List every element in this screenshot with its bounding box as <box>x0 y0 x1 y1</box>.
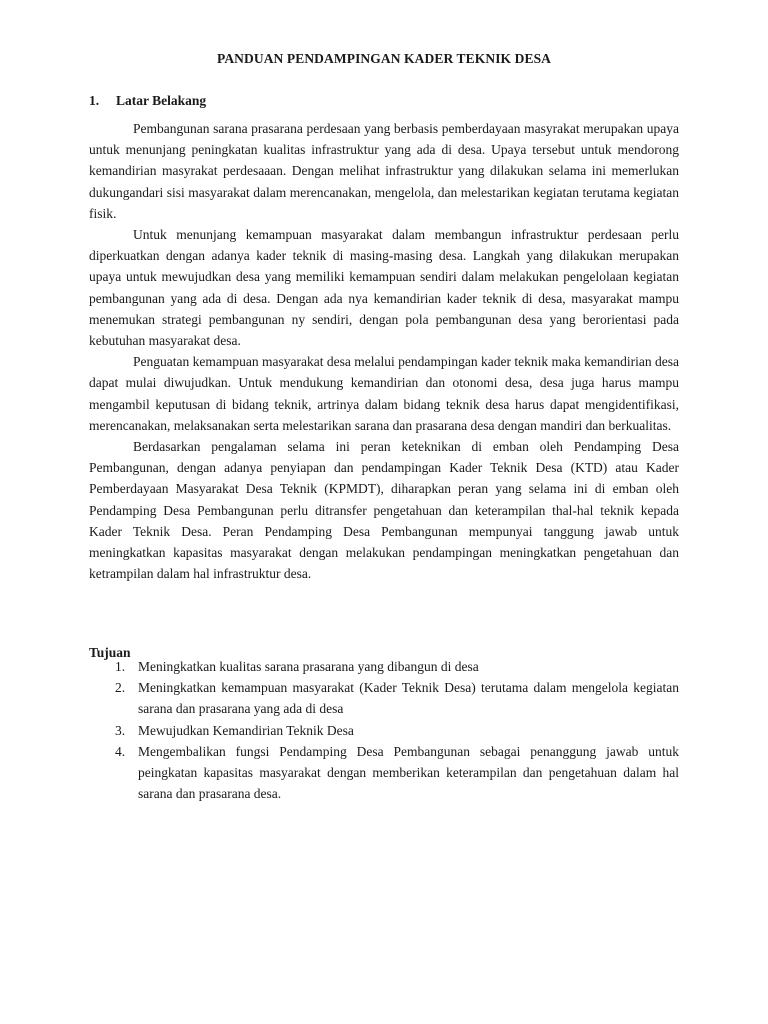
paragraph-3: Penguatan kemampuan masyarakat desa melalui pendampingan kader teknik maka kemandirian desa dapat mulai diwujudkan. Untuk mendukung kemandirian dan otonomi desa, desa juga harus mampu mengambil keputusan di bidang teknik, artrinya dalam bidang teknik desa harus dapat mengidentifikasi, merencanakan, melaksanakan serta melestarikan sarana dan prasarana desa dengan mandiri dan berkualitas. <box>89 354 679 433</box>
list-item-text: Meningkatkan kualitas sarana prasarana yang dibangun di desa <box>138 659 479 674</box>
section-title: Latar Belakang <box>116 93 207 108</box>
list-item-text: Mengembalikan fungsi Pendamping Desa Pembangunan sebagai penanggung jawab untuk peingkatan kapasitas masyarakat dengan memberikan keterampilan dan pengetahuan dalam hal sarana dan prasarana desa. <box>138 743 679 802</box>
list-item-number: 1. <box>115 659 126 674</box>
list-item-number: 2. <box>115 680 126 696</box>
paragraph-2: Untuk menunjang kemampuan masyarakat dalam membangun infrastruktur perdesaan perlu diperkuatkan dengan adanya kader teknik di masing-masing desa. Langkah yang dilakukan merupakan upaya untuk mewujudkan desa yang memiliki kemampuan sendiri dalam melakukan pengelolaan kegiatan pembangunan yang ada di desa. Dengan ada nya kemandirian kader teknik di desa, masyarakat mampu menemukan strategi pembangunan ny sendiri, dengan pola pembangunan desa yang berorientasi pada kebutuhan masyarakat desa. <box>89 227 679 349</box>
latar-belakang-body <box>89 118 679 584</box>
list-item-text: Meningkatkan kemampuan masyarakat (Kader Teknik Desa) terutama dalam mengelola kegiatan sarana dan prasarana yang ada di desa <box>138 680 679 717</box>
tujuan-heading: Tujuan <box>89 645 131 660</box>
tujuan-list <box>89 656 679 804</box>
section-number: 1. <box>89 93 100 108</box>
section-heading-latar-belakang <box>89 93 206 109</box>
paragraph-1: Pembangunan sarana prasarana perdesaan yang berbasis pemberdayaan masyrakat merupakan upaya untuk menunjang peningkatan kualitas infrastruktur yang ada di desa. Upaya tersebut untuk mendorong kemandirian masyrakat perdesaaan. Dengan melihat infrastruktur yang dilakukan selama ini memerlukan dukungandari sisi masyarakat dalam merencanakan, mengelola, dan melestarikan kegiatan terutama kegiatan fisik. <box>89 121 679 221</box>
list-item-number: 3. <box>115 722 126 738</box>
document-title: PANDUAN PENDAMPINGAN KADER TEKNIK DESA <box>216 51 552 66</box>
paragraph-4: Berdasarkan pengalaman selama ini peran keteknikan di emban oleh Pendamping Desa Pembangunan, dengan adanya penyiapan dan pendampingan Kader Teknik Desa (KTD) atau Kader Pemberdayaan Masyarakat Desa Teknik (KPMDT), diharapkan peran yang selama ini di emban oleh Pendamping Desa Pembangunan perlu ditransfer pengetahuan dan keterampilan thal-hal teknik kepada Kader Teknik Desa. Peran Pendamping Desa Pembangunan mempunyai tanggung jawab untuk meningkatkan kapasitas masyarakat dengan melakukan pendampingan meningkatkan pengetahuan dan ketrampilan dalam hal infrastruktur desa. <box>89 439 679 582</box>
list-item-text: Mewujudkan Kemandirian Teknik Desa <box>138 722 354 738</box>
list-item <box>89 677 679 719</box>
list-item <box>89 720 679 741</box>
list-item <box>89 741 679 805</box>
list-item-number: 4. <box>115 743 126 759</box>
list-item <box>89 656 679 677</box>
